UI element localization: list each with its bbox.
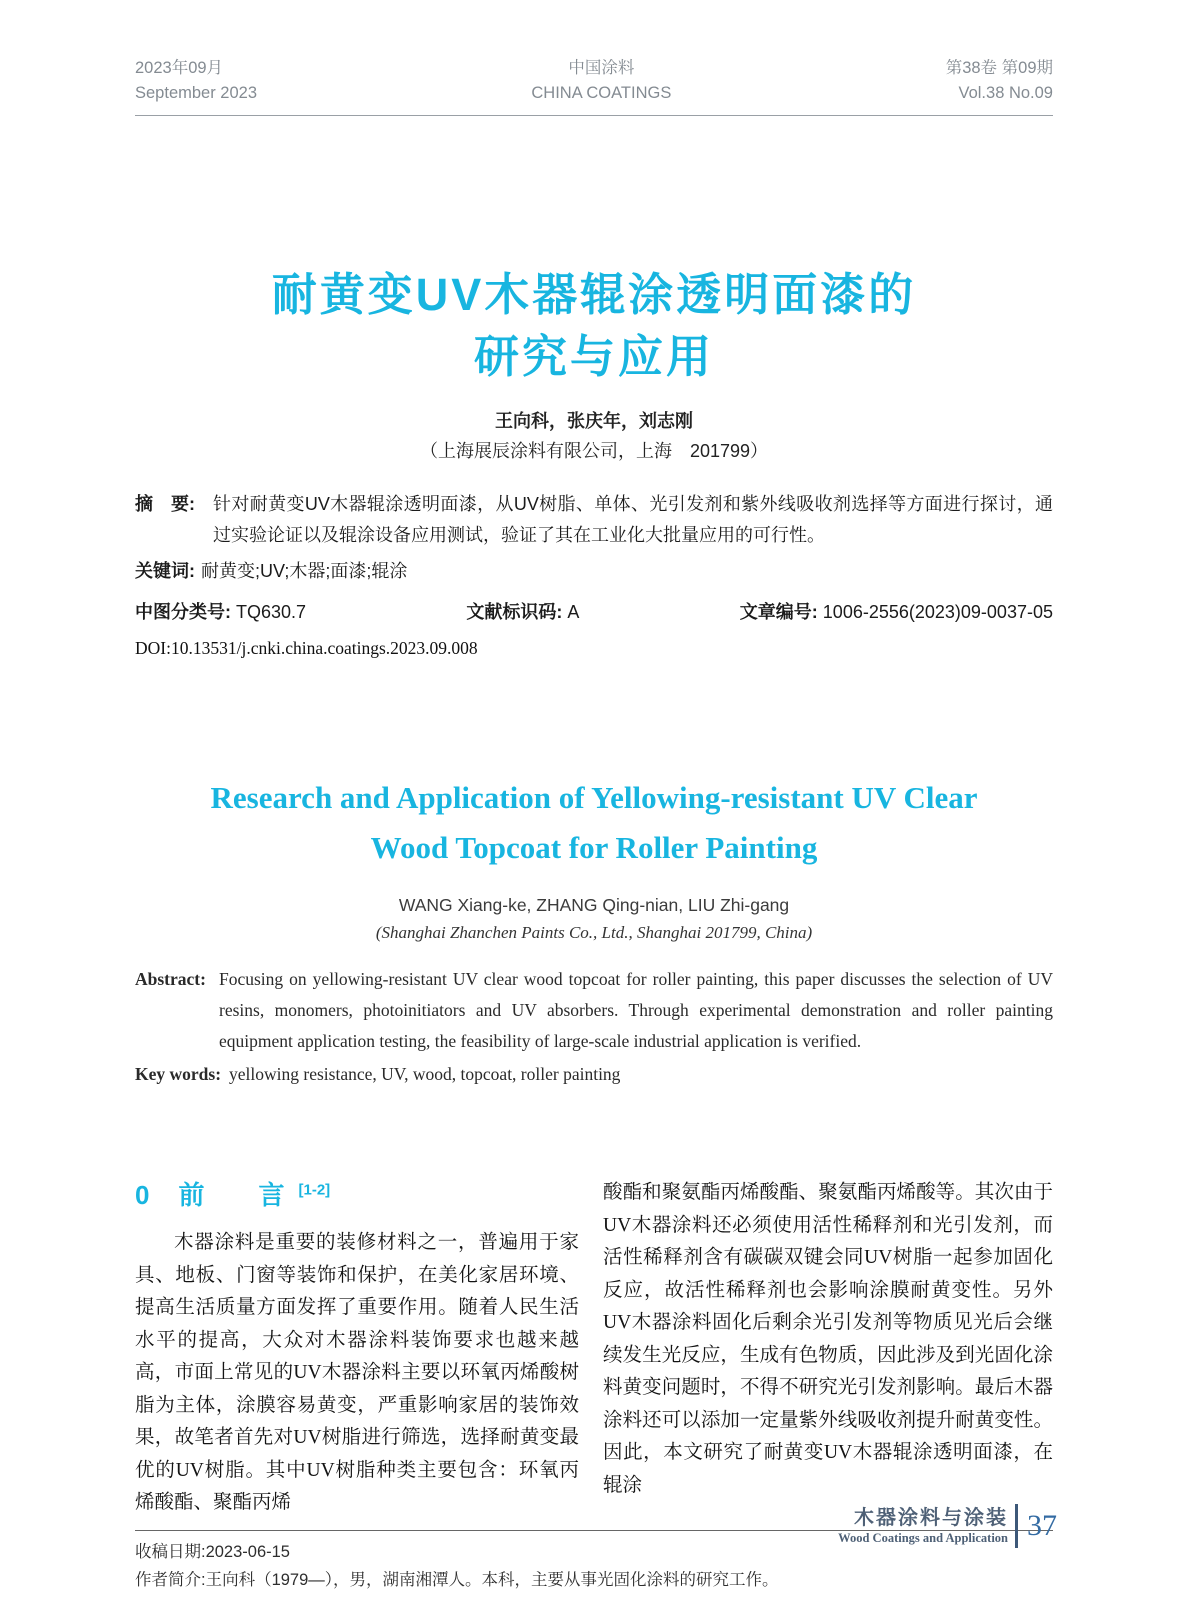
document-code [466,598,579,626]
footer-divider [1015,1504,1018,1548]
article-title-en [135,773,1053,873]
page-footer [838,1504,1057,1548]
page-number: 37 [1027,1509,1057,1542]
document-code-label: 文献标识码: [466,602,563,622]
header-journal-name [531,56,671,106]
column-name-cn: 木器涂料与涂装 [854,1507,1008,1529]
section-title: 前 言 [178,1180,299,1210]
article-title-en-line2: Wood Topcoat for Roller Painting [370,830,818,865]
article-title-cn-line1: 耐黄变UV木器辊涂透明面漆的 [271,269,917,320]
header-journal-cn: 中国涂料 [568,59,635,77]
keywords-en-label: Key words: [135,1064,222,1084]
clc-number [135,598,306,626]
keywords-cn [135,556,1053,586]
header-date-cn: 2023年09月 [135,59,224,77]
classification-row [135,598,1053,626]
affiliation-en: (Shanghai Zhanchen Paints Co., Ltd., Shanghai 201799, China) [375,923,813,942]
author-bio: 作者简介:王向科（1979—），男，湖南湘潭人。本科，主要从事光固化涂料的研究工作。 [135,1570,779,1589]
header-issue-en: Vol.38 No.09 [958,84,1053,102]
article-number-value: 1006-2556(2023)09-0037-05 [822,602,1053,622]
header-date-en: September 2023 [135,84,258,102]
article-number [740,598,1053,626]
doi: DOI:10.13531/j.cnki.china.coatings.2023.09.008 [135,638,478,658]
keywords-cn-label: 关键词: [135,561,195,581]
clc-value: TQ630.7 [236,602,307,622]
section-heading-0 [135,1177,579,1213]
header-issue [946,56,1053,106]
body-column-left [135,1177,579,1520]
header-date [135,56,257,106]
authors-en: WANG Xiang-ke, ZHANG Qing-nian, LIU Zhi-gang [398,895,790,915]
clc-label: 中图分类号: [135,602,231,622]
header-journal-en: CHINA COATINGS [531,84,672,102]
authors-cn: 王向科，张庆年，刘志刚 [495,411,693,431]
article-title-en-line1: Research and Application of Yellowing-resistant UV Clear [210,780,978,815]
header-issue-cn: 第38卷 第09期 [945,59,1053,77]
body-paragraph-right: 酸酯和聚氨酯丙烯酸酯、聚氨酯丙烯酸等。其次由于UV木器涂料还必须使用活性稀释剂和光引发剂，而活性稀释剂含有碳碳双键会同UV树脂一起参加固化反应，故活性稀释剂也会影响涂膜耐黄变性。另外UV木器涂料固化后剩余光引发剂等物质见光后会继续发生光反应，生成有色物质，因此涉及到光固化涂料黄变问题时，不得不研究光引发剂影响。最后木器涂料还可以添加一定量紫外线吸收剂提升耐黄变性。因此，本文研究了耐黄变UV木器辊涂透明面漆，在辊涂 [603,1182,1053,1496]
keywords-en-text: yellowing resistance, UV, wood, topcoat, roller painting [229,1064,621,1084]
abstract-en-label: Abstract: [135,969,206,989]
column-name-en: Wood Coatings and Application [838,1531,1008,1545]
body-columns [135,1177,1053,1520]
article-title-cn [135,264,1053,388]
abstract-cn-text: 针对耐黄变UV木器辊涂透明面漆，从UV树脂、单体、光引发剂和紫外线吸收剂选择等方面进行探讨，通过实验论证以及辊涂设备应用测试，验证了其在工业化大批量应用的可行性。 [213,494,1053,545]
received-date: 收稿日期:2023-06-15 [135,1542,290,1561]
abstract-cn [135,489,1053,551]
abstract-cn-label: 摘 要: [135,494,195,514]
keywords-en [135,1059,1053,1089]
section-number: 0 [135,1180,151,1210]
article-title-cn-line2: 研究与应用 [473,331,714,382]
affiliation-cn: （上海展辰涂料有限公司，上海 201799） [419,441,769,461]
column-name [838,1506,1008,1546]
document-code-value: A [567,602,580,622]
keywords-cn-text: 耐黄变;UV;木器;面漆;辊涂 [201,561,408,581]
journal-header [135,0,1053,116]
section-ref-superscript: [1-2] [298,1181,331,1199]
body-paragraph-left: 木器涂料是重要的装修材料之一，普遍用于家具、地板、门窗等装饰和保护，在美化家居环境、提高生活质量方面发挥了重要作用。随着人民生活水平的提高，大众对木器涂料装饰要求也越来越高，市面上常见的UV木器涂料主要以环氧丙烯酸树脂为主体，涂膜容易黄变，严重影响家居的装饰效果，故笔者首先对UV树脂进行筛选，选择耐黄变最优的UV树脂。其中UV树脂种类主要包含：环氧丙烯酸酯、聚酯丙烯 [135,1232,579,1513]
abstract-en-text: Focusing on yellowing-resistant UV clear wood topcoat for roller painting, this paper discusses the selection of UV resins, monomers, photoinitiators and UV absorbers. Through experimental demonstration and roller painting equipment application testing, the feasibility of large-scale industrial application is verified. [219,969,1053,1051]
article-number-label: 文章编号: [739,602,818,622]
body-column-right [603,1177,1053,1520]
abstract-en [135,964,1053,1057]
